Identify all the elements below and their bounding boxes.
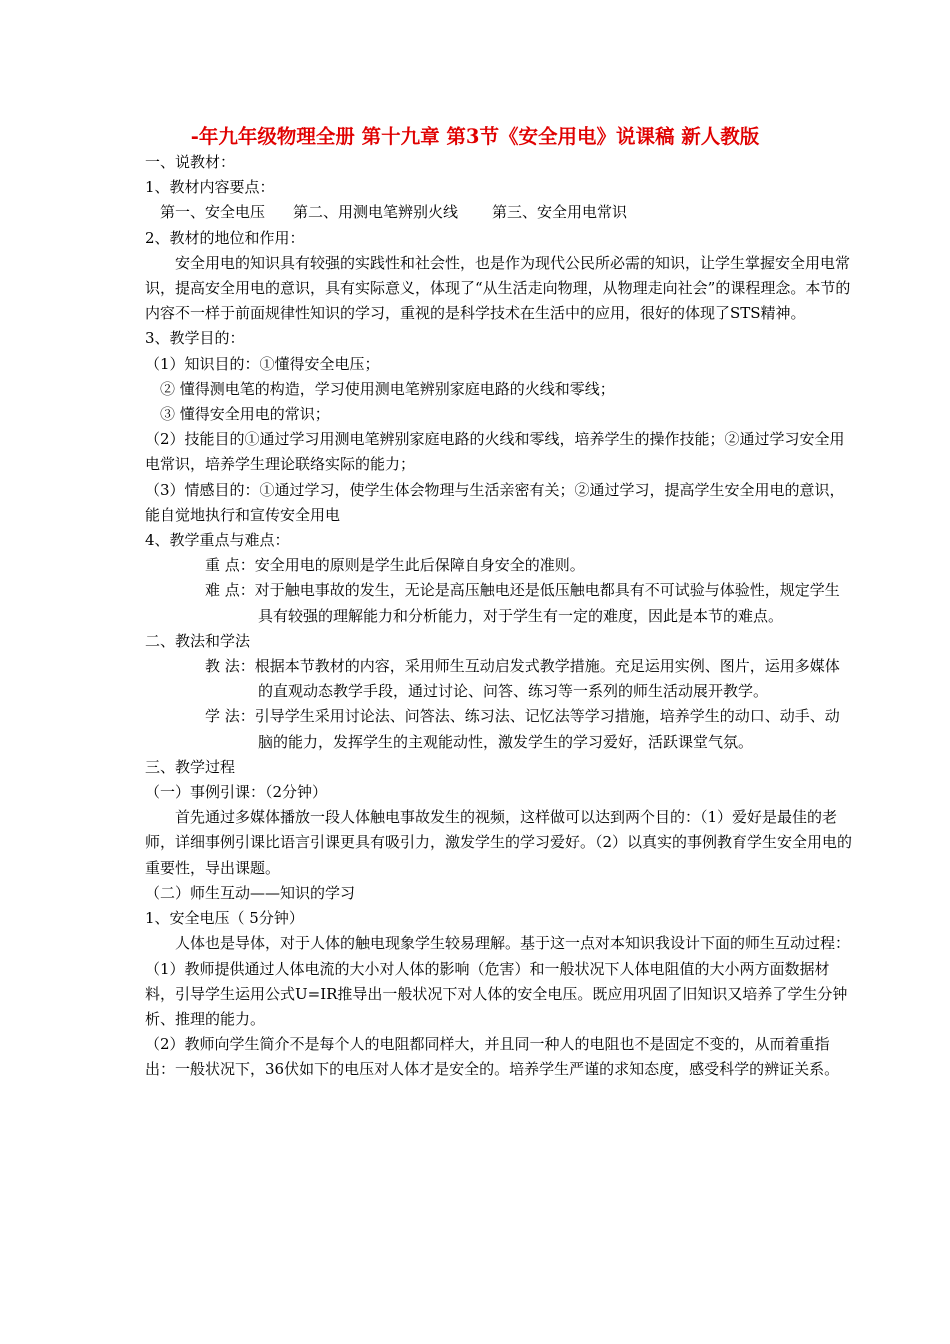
paragraph: 安全用电的知识具有较强的实践性和社会性，也是作为现代公民所必需的知识，让学生掌握安全用电常识，提高安全用电的意识，具有实际意义，体现了“从生活走向物理，从物理走向社会”的课程理念。本节的内容不一样于前面规律性知识的学习，重视的是科学技术在生活中的应用，很好的体现了STS精神。 [145,253,851,323]
paragraph: （2）技能目的①通过学习用测电笔辨别家庭电路的火线和零线，培养学生的操作技能；②通过学习安全用电常识，培养学生理论联络实际的能力； [145,430,845,474]
subsection-heading: （一）事例引课：（2分钟） [145,783,328,802]
learning-method: 学 法：引导学生采用讨论法、问答法、练习法、记忆法等学习措施，培养学生的动口、动手、动脑的能力，发挥学生的主观能动性，激发学生的学习爱好，活跃课堂气氛。 [205,707,840,751]
subsection-heading: 1、教材内容要点： [145,178,275,197]
paragraph: （1）教师提供通过人体电流的大小对人体的影响（危害）和一般状况下人体电阻值的大小两方面数据材料，引导学生运用公式U=IR推导出一般状况下对人体的安全电压。既应用巩固了旧知识又培养了学生分钟析、推理的能力。 [145,959,848,1028]
point-2: 第二、用测电笔辨别火线 [293,203,459,222]
point-3: 第三、安全用电常识 [492,203,628,222]
paragraph: （1）知识目的：①懂得安全电压； [145,354,380,373]
paragraph: ② 懂得测电笔的构造，学习使用测电笔辨别家庭电路的火线和零线； [160,379,615,398]
subsection-heading: （二）师生互动——知识的学习 [145,883,356,902]
subsection-heading: 4、教学重点与难点： [145,531,290,550]
paragraph: （3）情感目的：①通过学习，使学生体会物理与生活亲密有关；②通过学习，提高学生安全用电的意识，能自觉地执行和宣传安全用电 [145,480,845,524]
teaching-method: 教 法：根据本节教材的内容，采用师生互动启发式教学措施。充足运用实例、图片，运用多媒体的直观动态教学手段，通过讨论、问答、练习等一系列的师生活动展开教学。 [205,657,840,701]
section-heading: 二、教法和学法 [145,631,251,650]
paragraph: 人体也是导体，对于人体的触电现象学生较易理解。基于这一点对本知识我设计下面的师生互动过程： [175,934,851,953]
subsection-heading: 2、教材的地位和作用： [145,228,305,247]
point-1: 第一、安全电压 [160,203,266,222]
document-title: -年九年级物理全册 第十九章 第3节《安全用电》说课稿 新人教版 [190,125,760,148]
paragraph: ③ 懂得安全用电的常识； [160,405,330,424]
paragraph: （2）教师向学生简介不是每个人的电阻都同样大，并且同一种人的电阻也不是固定不变的，从而着重指出：一般状况下，36伏如下的电压对人体才是安全的。培养学生严谨的求知态度，感受科学的辨证关系。 [145,1035,840,1079]
key-point: 重 点：安全用电的原则是学生此后保障自身安全的准则。 [205,556,585,575]
subsection-heading: 3、教学目的： [145,329,245,348]
difficult-point: 难 点：对于触电事故的发生，无论是高压触电还是低压触电都具有不可试验与体验性，规定学生具有较强的理解能力和分析能力，对于学生有一定的难度，因此是本节的难点。 [205,581,840,625]
section-heading: 三、教学过程 [145,757,236,776]
section-heading: 一、说教材： [145,153,236,171]
subsection-heading: 1、安全电压（ 5分钟） [145,909,304,928]
document-body [145,150,853,1083]
paragraph: 首先通过多媒体播放一段人体触电事故发生的视频，这样做可以达到两个目的：（1）爱好是最佳的老师，详细事例引课比语言引课更具有吸引力，激发学生的学习爱好。（2）以真实的事例教育学生安全用电的重要性，导出课题。 [145,808,853,877]
content-points [145,200,853,225]
